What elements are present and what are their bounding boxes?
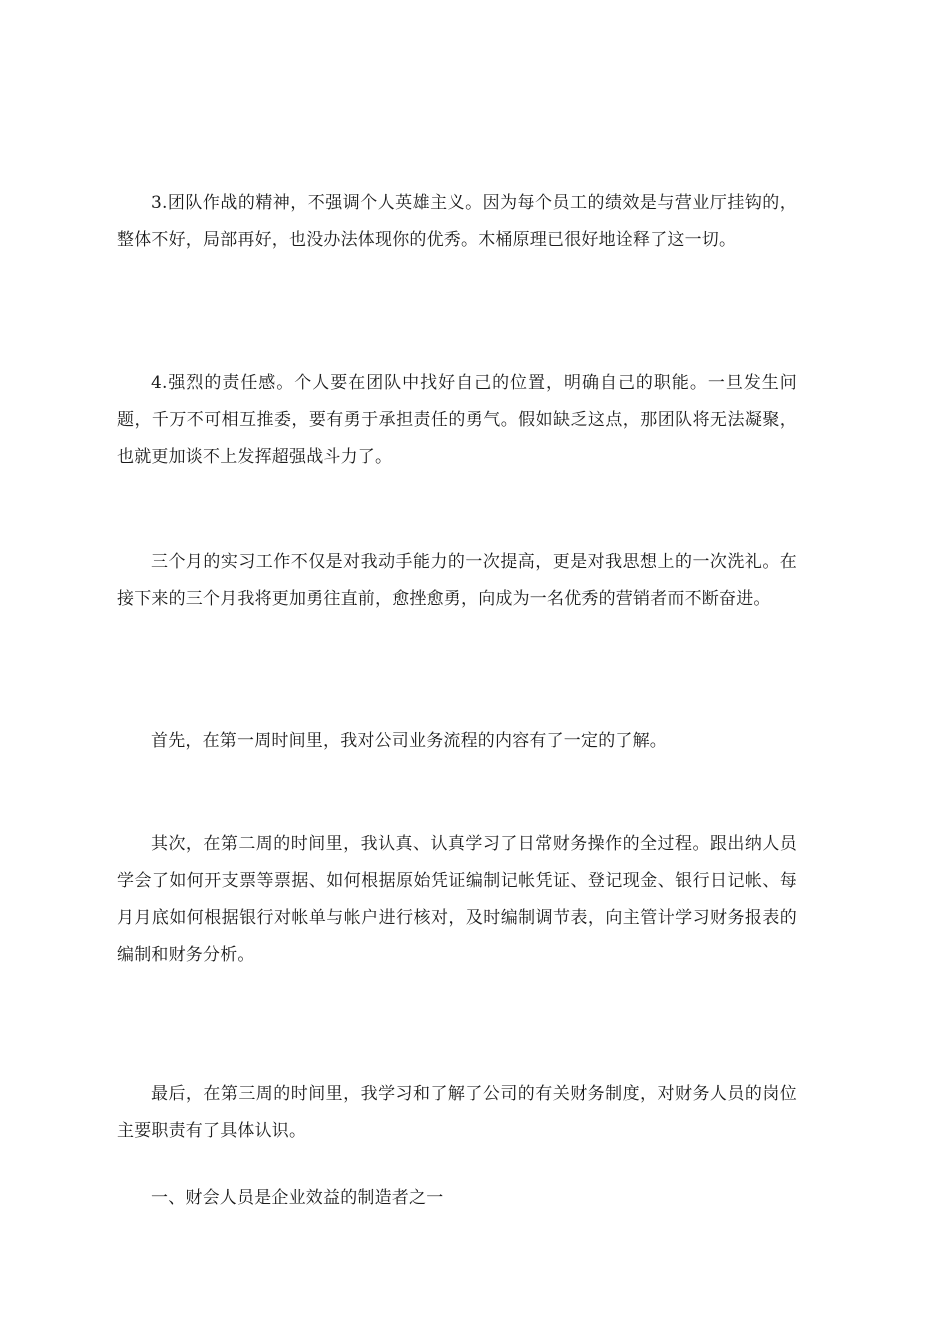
paragraph-first-week: 首先，在第一周时间里，我对公司业务流程的内容有了一定的了解。 [151, 731, 667, 751]
paragraph-internship-summary: 三个月的实习工作不仅是对我动手能力的一次提高，更是对我思想上的一次洗礼。在接下来的三个月我将更加勇往直前，愈挫愈勇，向成为一名优秀的营销者而不断奋进。 [117, 552, 797, 609]
paragraph-teamwork: 3.团队作战的精神，不强调个人英雄主义。因为每个员工的绩效是与营业厅挂钩的，整体不好，局部再好，也没办法体现你的优秀。木桶原理已很好地诠释了这一切。 [117, 193, 797, 250]
paragraph-responsibility: 4.强烈的责任感。个人要在团队中找好自己的位置，明确自己的职能。一旦发生问题，千万不可相互推委，要有勇于承担责任的勇气。假如缺乏这点，那团队将无法凝聚，也就更加谈不上发挥超强战斗力了。 [117, 373, 797, 467]
section-heading-accounting-staff: 一、财会人员是企业效益的制造者之一 [151, 1188, 444, 1208]
paragraph-second-week: 其次，在第二周的时间里，我认真、认真学习了日常财务操作的全过程。跟出纳人员学会了如何开支票等票据、如何根据原始凭证编制记帐凭证、登记现金、银行日记帐、每月月底如何根据银行对帐单与帐户进行核对，及时编制调节表，向主管计学习财务报表的编制和财务分析。 [117, 834, 797, 965]
paragraph-third-week: 最后，在第三周的时间里，我学习和了解了公司的有关财务制度，对财务人员的岗位主要职责有了具体认识。 [117, 1084, 797, 1141]
